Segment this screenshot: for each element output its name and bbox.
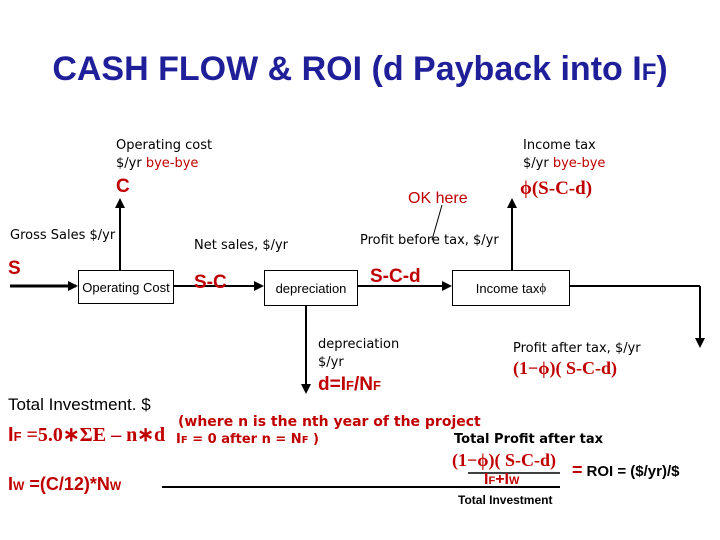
net-sales-label: Net sales, $/yr: [194, 238, 289, 253]
income-tax-formula: ϕ(S-C-d): [520, 178, 593, 199]
operating-cost-unit: $/yr bye-bye: [116, 156, 199, 171]
income-tax-box: Income tax ϕ: [452, 270, 570, 306]
operating-cost-box: Operating Cost: [78, 270, 174, 304]
page-title: CASH FLOW & ROI (d Payback into IF): [52, 50, 668, 88]
operating-cost-symbol: C: [116, 176, 130, 197]
depreciation-box: depreciation: [264, 270, 358, 306]
total-profit-label: Total Profit after tax: [454, 432, 604, 447]
total-investment-label: Total Investment. $: [8, 395, 151, 414]
depreciation-flow-label: depreciation: [318, 337, 400, 352]
iw-formula: IW =(C/12)*NW: [8, 474, 122, 494]
gross-sales-label: Gross Sales $/yr: [10, 228, 116, 243]
note-line2: IF = 0 after n = NF ): [176, 432, 319, 447]
profit-after-tax-formula: (1−ϕ)( S-C-d): [513, 358, 617, 378]
profit-before-tax-symbol: S-C-d: [370, 266, 421, 287]
profit-before-tax-label: Profit before tax, $/yr: [360, 233, 499, 248]
fraction-denominator: IF+IW: [484, 471, 520, 488]
depreciation-flow-unit: $/yr: [318, 355, 344, 370]
gross-sales-symbol: S: [8, 258, 21, 279]
operating-cost-label: Operating cost: [116, 138, 213, 153]
if-formula: IF =5.0∗ΣE – n∗d: [8, 424, 166, 446]
ok-here-note: OK here: [408, 190, 468, 207]
profit-after-tax-label: Profit after tax, $/yr: [513, 341, 641, 356]
net-sales-symbol: S-C: [194, 272, 227, 293]
total-investment-caption: Total Investment: [458, 493, 553, 507]
income-tax-unit: $/yr bye-bye: [523, 156, 606, 171]
total-profit-formula: (1−ϕ)( S-C-d): [452, 450, 556, 470]
roi-equation: = ROI = ($/yr)/$: [572, 460, 680, 480]
depreciation-formula: d=IF/NF: [318, 374, 381, 395]
note-line1: (where n is the nth year of the project: [178, 414, 481, 430]
income-tax-label: Income tax: [523, 138, 596, 153]
